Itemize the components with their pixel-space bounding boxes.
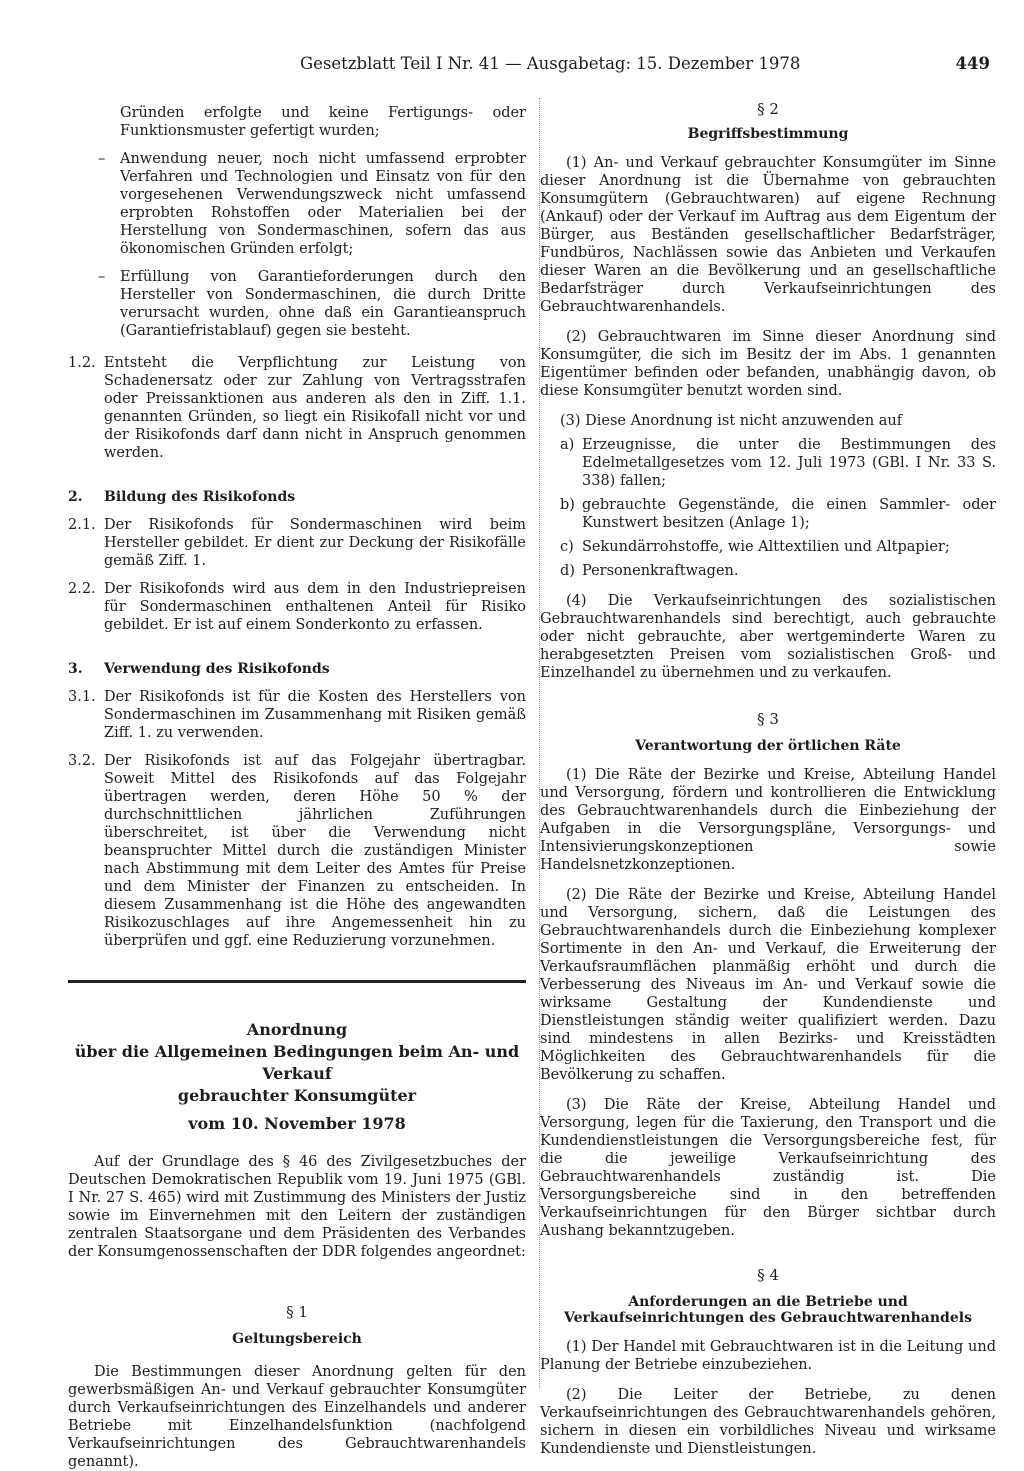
section-2-heading: Begriffsbestimmung [687,126,849,142]
section-rule [68,980,526,983]
section-3-heading: Verantwortung der örtlichen Räte [635,738,901,754]
ordinance-title [68,1019,526,1135]
section-3-para-3: (3) Die Räte der Kreise, Abteilung Handel und Versorgung, legen für die Taxierung, den Transport und die Kundendienstleistungen die Versorgungsbereiche fest, für die die jeweilige Verkaufseinrichtung des Gebrauchtwarenhandels zuständig ist. Die Versorgungsbereiche sind in den betreffenden Verkaufseinrichtungen für den Bürger sichtbar durch Aushang bekanntzugeben. [540,1097,996,1239]
section-1-text: Die Bestimmungen dieser Anordnung gelten für den gewerbsmäßigen An- und Verkauf gebrauchter Konsumgüter durch Verkaufseinrichtungen des Einzelhandels und anderer Betriebe mit Einzelhandelsfunktion (nachfolgend Verkaufseinrichtungen des Gebrauchtwarenhandels genannt). [68,1364,526,1470]
page-number: 449 [955,54,990,73]
section-2-para-1: (1) An- und Verkauf gebrauchter Konsumgüter im Sinne dieser Anordnung ist die Übernahme von gebrauchten Konsumgütern (Gebrauchtwaren) auf eigene Rechnung (Ankauf) oder der Verkauf im Auftrag aus dem Eigentum der Bürger, aus Beständen gesellschaftlicher Bedarfsträger, Fundbüros, Nachlässen sowie das Anbieten und Verkaufen dieser Waren an die Bevölkerung und an gesellschaftliche Bedarfsträger durch Verkaufseinrichtungen des Gebrauchtwarenhandels. [540,155,996,315]
clause-3-1: 3.1. Der Risikofonds ist für die Kosten des Herstellers von Sondermaschinen im Zusammenhang mit Risiken gemäß Ziff. 1. zu verwenden. [68,689,526,741]
title-line-1: Anordnung [246,1020,348,1039]
list-item-a: a) Erzeugnisse, die unter die Bestimmungen des Edelmetallgesetzes vom 12. Juli 1973 (GBl. I Nr. 33 S. 338) fallen; [560,437,996,489]
section-2-para-3: (3) Diese Anordnung ist nicht anzuwenden auf [560,413,903,429]
list-item-b: b) gebrauchte Gegenstände, die einen Sammler- oder Kunstwert besitzen (Anlage 1); [560,497,996,531]
dash-item: – Anwendung neuer, noch nicht umfassend erprobter Verfahren und Technologien und Einsatz von für den vorgesehenen Verwendungszweck nicht umfassend erprobten Rohstoffen oder Materialien bei der Herstellung von Sondermaschinen, sofern das aus ökonomischen Gründen erfolgt; [98,151,526,257]
preamble: Auf der Grundlage des § 46 des Zivilgesetzbuches der Deutschen Demokratischen Republik vom 19. Juni 1975 (GBl. I Nr. 27 S. 465) wird mit Zustimmung des Ministers der Justiz sowie im Einvernehmen mit den Leitern der zuständigen zentralen Staatsorgane und dem Präsidenten des Verbandes der Konsumgenossenschaften der DDR folgendes angeordnet: [68,1154,526,1260]
title-line-3: gebrauchter Konsumgüter [177,1086,417,1105]
right-column [540,100,996,1458]
title-line-2: über die Allgemeinen Bedingungen beim An- und Verkauf [74,1042,520,1083]
section-4-heading: Anforderungen an die Betriebe und Verkaufseinrichtungen des Gebrauchtwarenhandels [564,1294,972,1326]
section-2-label: § 2 [757,100,779,118]
section-2-para-2: (2) Gebrauchtwaren im Sinne dieser Anordnung sind Konsumgüter, die sich im Besitz der im Abs. 1 genannten Eigentümer befinden oder befanden, unabhängig davon, ob diese Konsumgüter benutzt worden sind. [540,329,996,399]
dash-item: – Erfüllung von Garantieforderungen durch den Hersteller von Sondermaschinen, die durch Dritte verursacht wurden, ohne daß ein Garantieanspruch (Garantiefristablauf) gegen sie besteht. [98,269,526,339]
section-1-heading: Geltungsbereich [232,1331,362,1347]
header-title: Gesetzblatt Teil I Nr. 41 — Ausgabetag: 15. Dezember 1978 [300,54,801,73]
section-3-para-2: (2) Die Räte der Bezirke und Kreise, Abteilung Handel und Versorgung, sichern, daß die Leistungen des Gebrauchtwarenhandels durch die Einbeziehung komplexer Sortimente in den An- und Verkauf, die Erweiterung der Verkaufsraumflächen planmäßig erhöht und durch die Verbesserung des Niveaus im An- und Verkauf sowie die wirksame Gestaltung der Kundendienste und Dienstleistungen ständig weiter qualifiziert werden. Dazu sind mindestens in allen Bezirks- und Kreisstädten Möglichkeiten des Gebrauchtwarenhandels für die Bevölkerung zu schaffen. [540,887,996,1083]
page-header [300,54,1000,80]
list-item-d: d) Personenkraftwagen. [560,563,739,579]
clause-2-2: 2.2. Der Risikofonds wird aus dem in den Industriepreisen für Sondermaschinen enthaltenen Anteil für Risiko gebildet. Er ist auf einem Sonderkonto zu erfassen. [68,581,526,633]
title-date: vom 10. November 1978 [188,1114,406,1133]
section-4-label: § 4 [757,1266,779,1284]
continued-text: Gründen erfolgte und keine Fertigungs- oder Funktionsmuster gefertigt wurden; [120,105,526,139]
heading-2: 2. Bildung des Risikofonds [68,489,296,505]
section-3-para-1: (1) Die Räte der Bezirke und Kreise, Abteilung Handel und Versorgung, fördern und kontrollieren die Entwicklung des Gebrauchtwarenhandels durch die Einbeziehung der Aufgaben in die Versorgungspläne, Versorgungs- und Intensivierungskonzeptionen sowie Handelsnetzkonzeptionen. [540,767,996,873]
section-1-label: § 1 [286,1303,308,1321]
section-4-para-1: (1) Der Handel mit Gebrauchtwaren ist in die Leitung und Planung der Betriebe einzubeziehen. [540,1339,996,1373]
list-item-c: c) Sekundärrohstoffe, wie Alttextilien und Altpapier; [560,539,950,555]
left-column [68,100,526,1471]
clause-3-2: 3.2. Der Risikofonds ist auf das Folgejahr übertragbar. Soweit Mittel des Risikofonds auf das Folgejahr übertragen werden, deren Höhe 50 % der durchschnittlichen jährlichen Zuführungen überschreitet, ist über die Verwendung nicht beanspruchter Mittel durch die zuständigen Minister nach Abstimmung mit dem Leiter des Amtes für Preise und dem Minister der Finanzen zu entscheiden. In diesem Zusammenhang ist die Höhe des angewandten Risikozuschlages auf ihre Angemessenheit hin zu überprüfen und ggf. eine Reduzierung vorzunehmen. [68,753,526,949]
clause-1-2: 1.2. Entsteht die Verpflichtung zur Leistung von Schadenersatz oder zur Zahlung von Vertragsstrafen oder Preissanktionen aus anderen als den in Ziff. 1.1. genannten Gründen, so liegt ein Risikofall nicht vor und der Risikofonds darf dann nicht in Anspruch genommen werden. [68,355,526,461]
clause-2-1: 2.1. Der Risikofonds für Sondermaschinen wird beim Hersteller gebildet. Er dient zur Deckung der Risikofälle gemäß Ziff. 1. [68,517,526,569]
section-2-para-4: (4) Die Verkaufseinrichtungen des sozialistischen Gebrauchtwarenhandels sind berechtigt, auch gebrauchte oder nicht gebrauchte, aber wertgeminderte Waren zu herabgesetzten Preisen vom sozialistischen Groß- und Einzelhandel zu übernehmen und zu verkaufen. [540,593,996,681]
heading-3: 3. Verwendung des Risikofonds [68,661,330,677]
section-3-label: § 3 [757,710,779,728]
section-4-para-2: (2) Die Leiter der Betriebe, zu denen Verkaufseinrichtungen des Gebrauchtwarenhandels gehören, sichern in diesen ein vorbildliches Niveau und wirksame Kundendienste und Dienstleistungen. [540,1387,996,1457]
